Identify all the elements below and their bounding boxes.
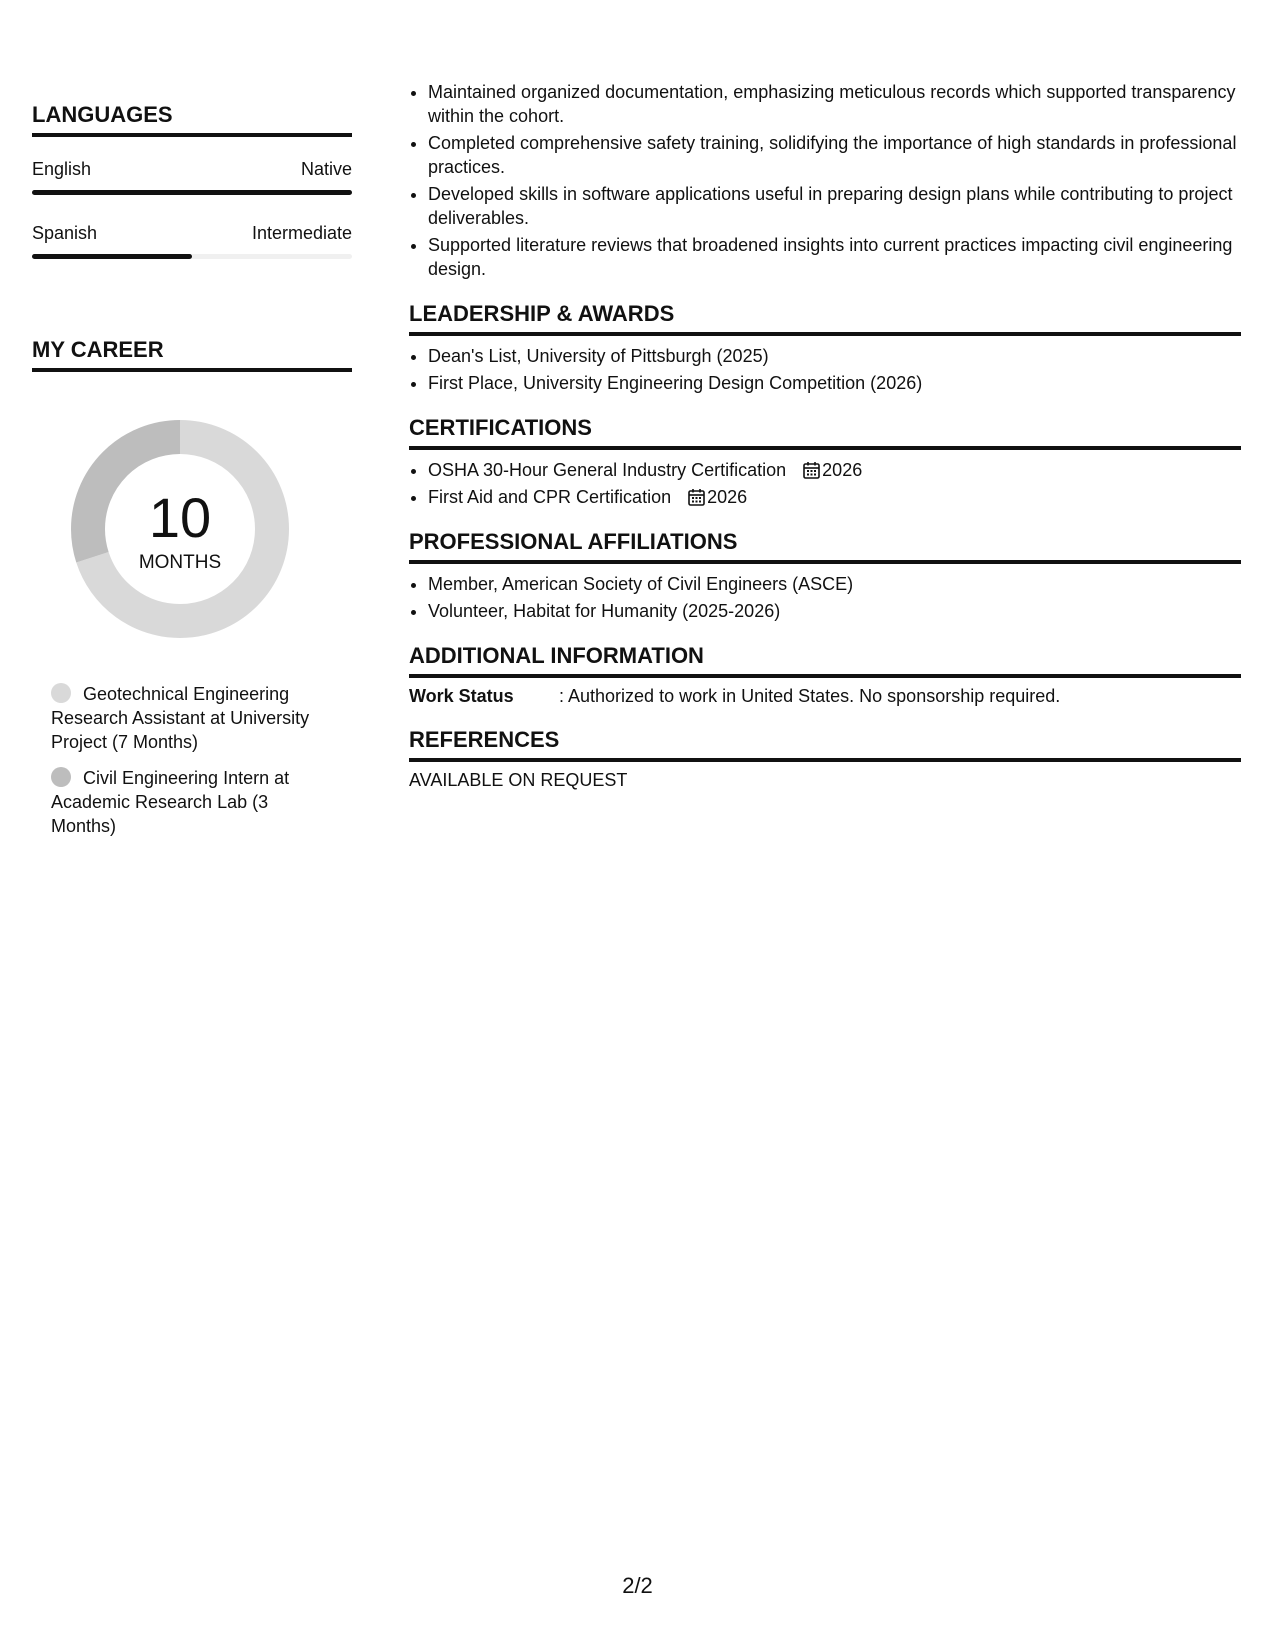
affiliations-section [409,529,1241,623]
references-section [409,727,1241,791]
list-item: • Maintained organized documentation, emphasizing meticulous records which supported transparency within the cohort. [428,80,1241,128]
legend-label: Civil Engineering Intern at Academic Research Lab (3 Months) [51,768,290,836]
certification-name: First Aid and CPR Certification [428,487,672,507]
career-donut-chart [65,414,295,644]
career-legend-item [51,766,331,838]
right-column [409,80,1241,791]
list-item: • Supported literature reviews that broadened insights into current practices impacting civil engineering design. [428,233,1241,281]
language-item-english [32,159,352,195]
list-item [428,485,1241,509]
certifications-title: CERTIFICATIONS [409,415,1241,450]
experience-bullets [409,80,1241,281]
list-item: • First Place, University Engineering Design Competition (2026) [428,371,1241,395]
leadership-title: LEADERSHIP & AWARDS [409,301,1241,336]
list-item: • Developed skills in software applications useful in preparing design plans while contributing to project deliverables. [428,182,1241,230]
affiliations-title: PROFESSIONAL AFFILIATIONS [409,529,1241,564]
additional-info-title: ADDITIONAL INFORMATION [409,643,1241,678]
career-total-value: 10 [148,486,212,549]
additional-info-section [409,643,1241,707]
languages-title: LANGUAGES [32,102,352,137]
certification-year: 2026 [707,487,748,507]
list-item: • Member, American Society of Civil Engineers (ASCE) [428,572,1241,596]
calendar-icon [688,488,705,506]
legend-label: Geotechnical Engineering Research Assistant at University Project (7 Months) [51,684,310,752]
certifications-section [409,415,1241,509]
left-column [32,102,352,850]
references-text: AVAILABLE ON REQUEST [409,770,628,790]
work-status-row [409,686,1241,707]
references-title: REFERENCES [409,727,1241,762]
language-name: Spanish [32,223,98,243]
career-total-unit: MONTHS [138,552,222,573]
list-item: • Volunteer, Habitat for Humanity (2025-2026) [428,599,1241,623]
language-name: English [32,159,92,179]
legend-dot-icon [51,767,71,787]
language-proficiency-fill [32,190,352,195]
language-level: Intermediate [251,223,352,243]
language-proficiency-bar [32,190,352,195]
certification-year: 2026 [822,460,863,480]
language-item-spanish [32,223,352,259]
work-status-value: : Authorized to work in United States. No sponsorship required. [559,686,1061,706]
legend-dot-icon [51,683,71,703]
list-item [428,458,1241,482]
list-item: • Completed comprehensive safety training, solidifying the importance of high standards in professional practices. [428,131,1241,179]
leadership-section [409,301,1241,395]
career-legend-item [51,682,331,754]
career-legend [32,682,352,838]
language-level: Native [300,159,352,179]
certification-name: OSHA 30-Hour General Industry Certification [428,460,787,480]
list-item: • Dean's List, University of Pittsburgh (2025) [428,344,1241,368]
calendar-icon [803,461,820,479]
work-status-label: Work Status [409,686,514,706]
language-proficiency-fill [32,254,192,259]
language-proficiency-bar [32,254,352,259]
career-title: MY CAREER [32,337,352,372]
page-number: 2/2 [622,1573,653,1598]
